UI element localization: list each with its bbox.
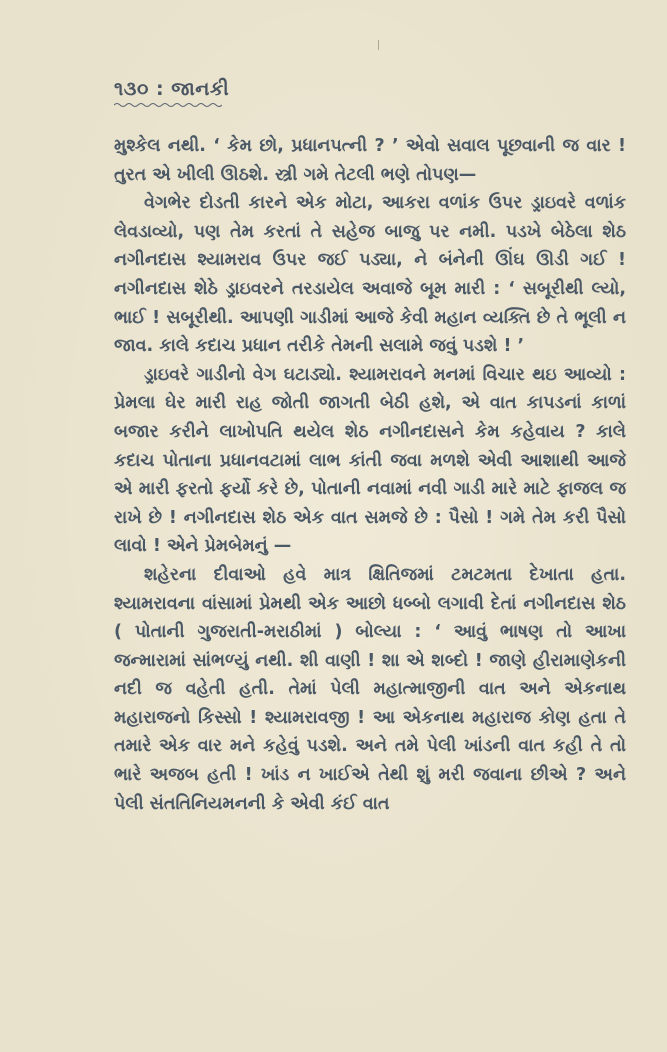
page-mark — [378, 40, 379, 50]
paragraph: વેગભેર દોડતી કારને એક મોટા, આકરા વળાંક ઉપર ડ્રાઇવરે વળાંક લેવડાવ્યો, પણ તેમ કરતાં તે સહેજ બાજુ પર નમી. પડખે બેઠેલા શેઠ નગીનદાસ શ્યામરાવ ઉપર જઈ પડ્યા, ને બંનેની ઊંઘ ઊડી ગઈ ! નગીનદાસ શેઠે ડ્રાઇવરને તરડાયેલ અવાજે બૂમ મારી : ‘ સબૂરીથી લ્યો, ભાઈ ! સબૂરીથી. આપણી ગાડીમાં આજે કેવી મહાન વ્યક્તિ છે તે ભૂલી ન જાવ. કાલે કદાચ પ્રધાન તરીકે તેમની સલામે જવું પડશે ! ’ — [114, 193, 626, 357]
body-text — [114, 132, 626, 818]
paragraph: શહેરના દીવાઓ હવે માત્ર ક્ષિતિજમાં ટમટમતા દેખાતા હતા. શ્યામરાવના વાંસામાં પ્રેમથી એક આછો ધબ્બો લગાવી દેતાં નગીનદાસ શેઠ ( પોતાની ગુજરાતી-મરાઠીમાં ) બોલ્યા : ‘ આવું ભાષણ તો આખા જન્મારામાં સાંભળ્યું નથી. શી વાણી ! શા એ શબ્દો ! જાણે હીરામાણેકની નદી જ વહેતી હતી. તેમાં પેલી મહાત્માજીની વાત અને એકનાથ મહારાજનો કિસ્સો ! શ્યામરાવજી ! આ એકનાથ મહારાજ કોણ હતા તે તમારે એક વાર મને કહેવું પડશે. અને તમે પેલી ખાંડની વાત કહી તે તો ભારે અજબ હતી ! ખાંડ ન ખાઈએ તેથી શું મરી જવાના છીએ ? અને પેલી સંતતિનિયમનની કે એવી કંઈ વાત — [114, 564, 626, 814]
running-head: ૧૩૦ : જાનકી — [114, 78, 230, 100]
paragraph: મુશ્કેલ નથી. ‘ કેમ છો, પ્રધાનપત્ની ? ’ એવો સવાલ પૂછવાની જ વાર ! તુરત એ ખીલી ઊઠશે. સ્ત્રી ગમે તેટલી ભણે તોપણ— — [114, 136, 626, 185]
paragraph: ડ્રાઇવરે ગાડીનો વેગ ઘટાડ્યો. શ્યામરાવને મનમાં વિચાર થઇ આવ્યો : પ્રેમલા ઘેર મારી રાહ જોતી જાગતી બેઠી હશે, એ વાત કાપડનાં કાળાં બજાર કરીને લાખોપતિ થયેલ શેઠ નગીનદાસને કેમ કહેવાય ? કાલે કદાચ પોતાના પ્રધાનવટામાં લાભ કાંતી જવા મળશે એવી આશાથી આજે એ મારી ફરતો ફર્યો કરે છે, પોતાની નવામાં નવી ગાડી મારે માટે ફાજલ જ રાખે છે ! નગીનદાસ શેઠ એક વાત સમજે છે : પૈસો ! ગમે તેમ કરી પૈસો લાવો ! એને પ્રેમબેમનું — — [114, 364, 626, 557]
wavy-underline — [114, 102, 222, 108]
